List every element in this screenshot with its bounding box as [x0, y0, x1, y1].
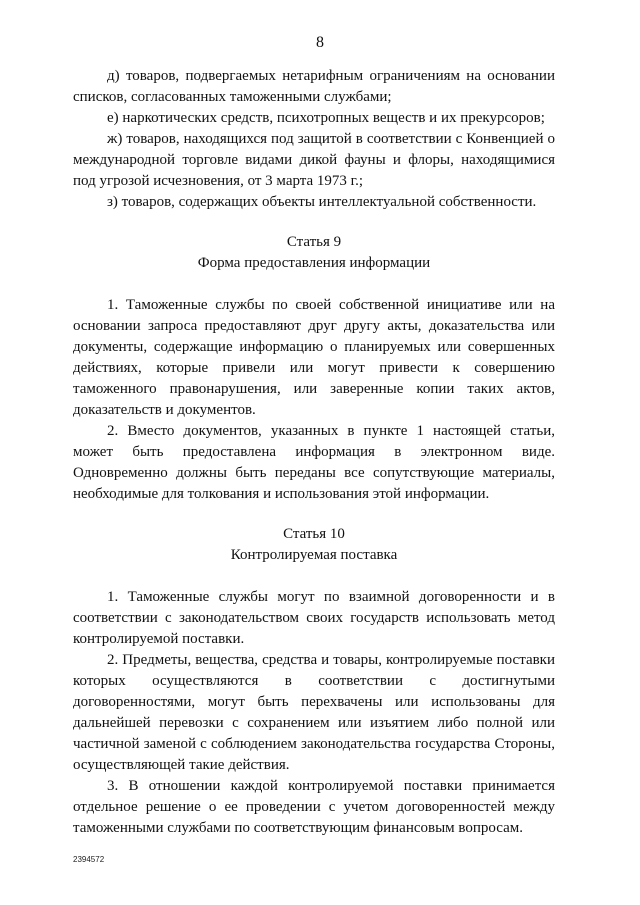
document-body: [73, 66, 555, 839]
article-10-heading: Статья 10: [283, 526, 345, 542]
article-10-paragraph-2: 2. Предметы, вещества, средства и товары, контролируемые поставки которых осуществляются в соответствии с достигнутыми договоренностями, могут быть перехвачены или использованы для дальнейшей перевозки с сохранением или изъятием либо полной или частичной заменой с соблюдением законодательства государства Стороны, осуществляющей такие действия.: [73, 652, 555, 773]
article-9-paragraph-1: 1. Таможенные службы по своей собственной инициативе или на основании запроса предоставляют друг другу акты, доказательства или документы, содержащие информацию о планируемых или совершенных действиях, которые привели или могут привести к совершению таможенного правонарушения, или заверенные копии таких актов, доказательств и документов.: [73, 297, 555, 418]
article-10-paragraph-3: 3. В отношении каждой контролируемой поставки принимается отдельное решение о ее проведении с учетом договоренностей между таможенными службами по соответствующим финансовым вопросам.: [73, 778, 555, 836]
article-9-heading: Статья 9: [286, 234, 342, 250]
article-10-paragraph-1: 1. Таможенные службы могут по взаимной договоренности и в соответствии с законодательством своих государств использовать метод контролируемой поставки.: [73, 589, 555, 647]
article-10-title: Контролируемая поставка: [230, 547, 398, 563]
article-9-title: Форма предоставления информации: [197, 255, 431, 271]
list-item-d: д) товаров, подвергаемых нетарифным ограничениям на основании списков, согласованных таможенными службами;: [73, 68, 555, 105]
document-code: 2394572: [73, 855, 105, 864]
list-item-e: е) наркотических средств, психотропных веществ и их прекурсоров;: [107, 110, 545, 126]
article-9-paragraph-2: 2. Вместо документов, указанных в пункте 1 настоящей статьи, может быть предоставлена информация в электронном виде. Одновременно должны быть переданы все сопутствующие материалы, необходимые для толкования и использования этой информации.: [73, 423, 555, 502]
page-number: 8: [316, 34, 324, 51]
list-item-z: з) товаров, содержащих объекты интеллектуальной собственности.: [107, 194, 537, 210]
list-item-zh: ж) товаров, находящихся под защитой в соответствии с Конвенцией о международной торговле видами дикой фауны и флоры, находящимися под угрозой исчезновения, от 3 марта 1973 г.;: [73, 131, 555, 189]
